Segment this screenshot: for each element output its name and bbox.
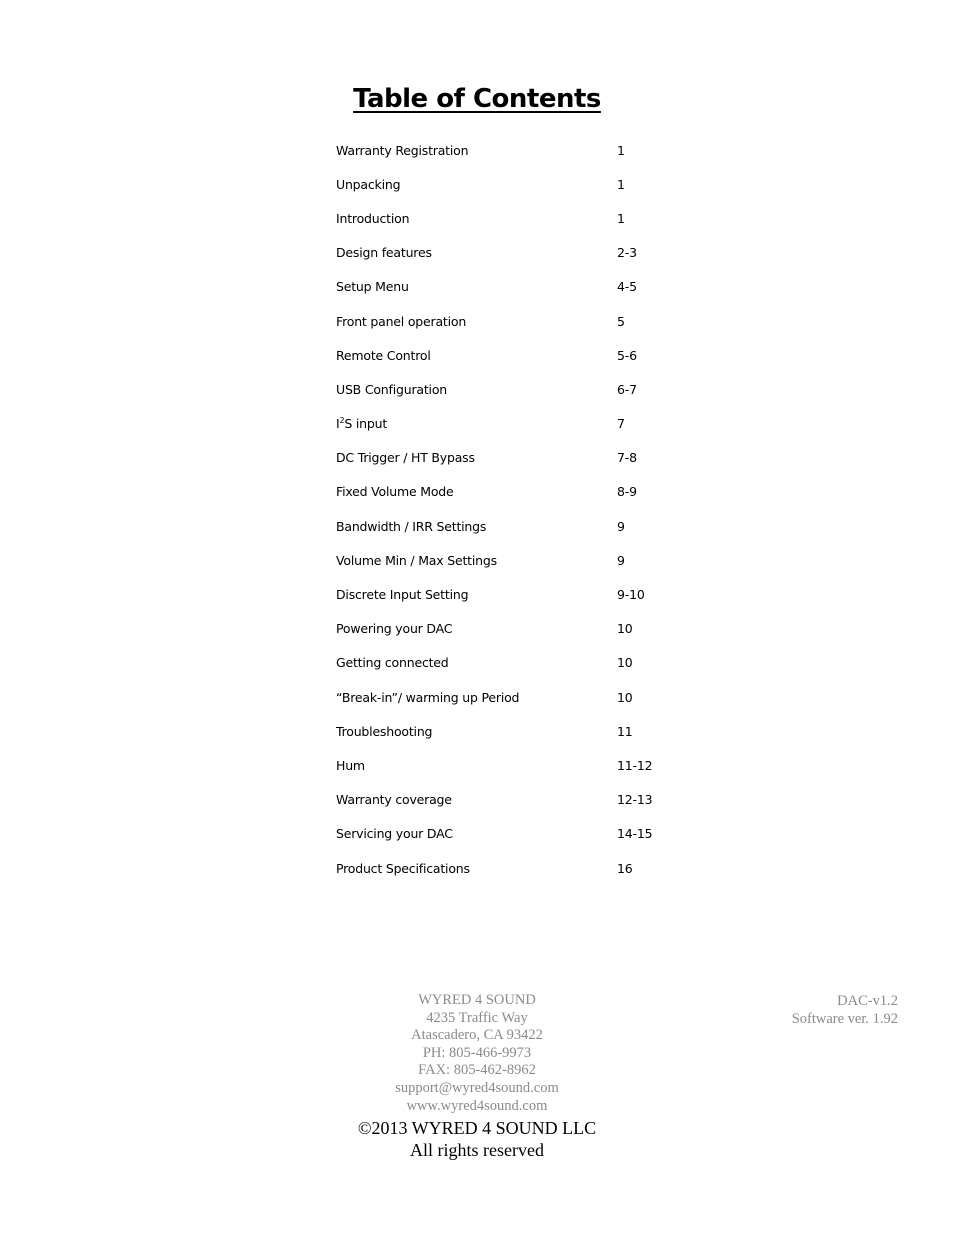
toc-label: Getting connected xyxy=(336,655,449,671)
toc-label: Powering your DAC xyxy=(336,621,453,637)
toc-entry xyxy=(336,407,696,441)
toc-entry xyxy=(336,133,696,167)
copyright-line: ©2013 WYRED 4 SOUND LLC xyxy=(357,1118,597,1138)
toc-page: 14-15 xyxy=(617,826,653,842)
copyright-block xyxy=(0,1117,954,1161)
toc-entry xyxy=(336,509,696,543)
support-email: support@wyred4sound.com xyxy=(395,1079,559,1096)
toc-label: Troubleshooting xyxy=(336,723,433,739)
toc-label: Fixed Volume Mode xyxy=(336,484,454,500)
toc-page: 10 xyxy=(617,621,633,637)
toc-label: Warranty Registration xyxy=(336,142,469,158)
toc-page: 16 xyxy=(617,860,633,876)
street-address: 4235 Traffic Way xyxy=(426,1009,528,1026)
software-version: Software ver. 1.92 xyxy=(791,1011,898,1027)
toc-page: 7 xyxy=(617,416,625,432)
toc-label: Bandwidth / IRR Settings xyxy=(336,518,487,534)
toc-page: 1 xyxy=(617,142,625,158)
toc-entry xyxy=(336,338,696,372)
toc-entry xyxy=(336,304,696,338)
toc-page: 1 xyxy=(617,176,625,192)
document-version: DAC-v1.2 xyxy=(837,993,898,1009)
toc-label: Remote Control xyxy=(336,347,431,363)
toc-label: Product Specifications xyxy=(336,860,470,876)
city-address: Atascadero, CA 93422 xyxy=(411,1027,543,1044)
toc-label: Hum xyxy=(336,757,365,773)
fax-number: FAX: 805-462-8962 xyxy=(418,1062,536,1079)
toc-label-i2s xyxy=(336,416,617,431)
toc-page: 11 xyxy=(617,723,633,739)
toc-page: 10 xyxy=(617,689,633,705)
toc-label: Setup Menu xyxy=(336,279,409,295)
toc-page: 5-6 xyxy=(617,347,637,363)
toc-label: “Break-in”/ warming up Period xyxy=(336,689,520,705)
toc-label: DC Trigger / HT Bypass xyxy=(336,450,475,466)
toc-label: Front panel operation xyxy=(336,313,467,329)
toc-entry xyxy=(336,236,696,270)
toc-entry xyxy=(336,167,696,201)
toc-label: Unpacking xyxy=(336,176,401,192)
page-title xyxy=(0,84,954,114)
website-url: www.wyred4sound.com xyxy=(406,1097,548,1114)
toc-page: 11-12 xyxy=(617,757,653,773)
toc-page: 9 xyxy=(617,552,625,568)
toc-page: 4-5 xyxy=(617,279,637,295)
toc-page: 7-8 xyxy=(617,450,637,466)
toc-entry xyxy=(336,441,696,475)
toc-entry xyxy=(336,577,696,611)
toc-entry xyxy=(336,680,696,714)
toc-page: 8-9 xyxy=(617,484,637,500)
toc-label-superscript: 2 xyxy=(339,415,345,425)
toc-label: Discrete Input Setting xyxy=(336,587,469,603)
toc-entry xyxy=(336,714,696,748)
toc-label-prefix: I xyxy=(336,416,340,432)
toc-label: S input xyxy=(344,416,388,432)
toc-label: Introduction xyxy=(336,210,410,226)
toc-entry xyxy=(336,748,696,782)
toc-label: Warranty coverage xyxy=(336,792,452,808)
toc-entry xyxy=(336,475,696,509)
toc-entry xyxy=(336,646,696,680)
toc-entry xyxy=(336,201,696,235)
version-block xyxy=(792,992,898,1028)
toc-entry xyxy=(336,372,696,406)
toc-entry xyxy=(336,612,696,646)
page-title-text: Table of Contents xyxy=(353,84,601,114)
toc-label: Servicing your DAC xyxy=(336,826,453,842)
rights-line: All rights reserved xyxy=(410,1140,544,1160)
toc-page: 6-7 xyxy=(617,381,637,397)
toc-label: USB Configuration xyxy=(336,381,448,397)
company-name: WYRED 4 SOUND xyxy=(418,992,536,1008)
toc-entry xyxy=(336,783,696,817)
toc-label: Volume Min / Max Settings xyxy=(336,552,497,568)
toc-page: 2-3 xyxy=(617,245,637,261)
toc-page: 12-13 xyxy=(617,792,653,808)
toc-entry xyxy=(336,851,696,885)
toc-label: Design features xyxy=(336,245,432,261)
toc-entry xyxy=(336,270,696,304)
toc-page: 9 xyxy=(617,518,625,534)
toc-entry xyxy=(336,817,696,851)
toc-page: 10 xyxy=(617,655,633,671)
toc-page: 5 xyxy=(617,313,625,329)
toc-entry xyxy=(336,543,696,577)
toc-page: 1 xyxy=(617,210,625,226)
toc-list xyxy=(336,133,696,885)
phone-number: PH: 805-466-9973 xyxy=(422,1044,532,1061)
toc-page: 9-10 xyxy=(617,587,645,603)
